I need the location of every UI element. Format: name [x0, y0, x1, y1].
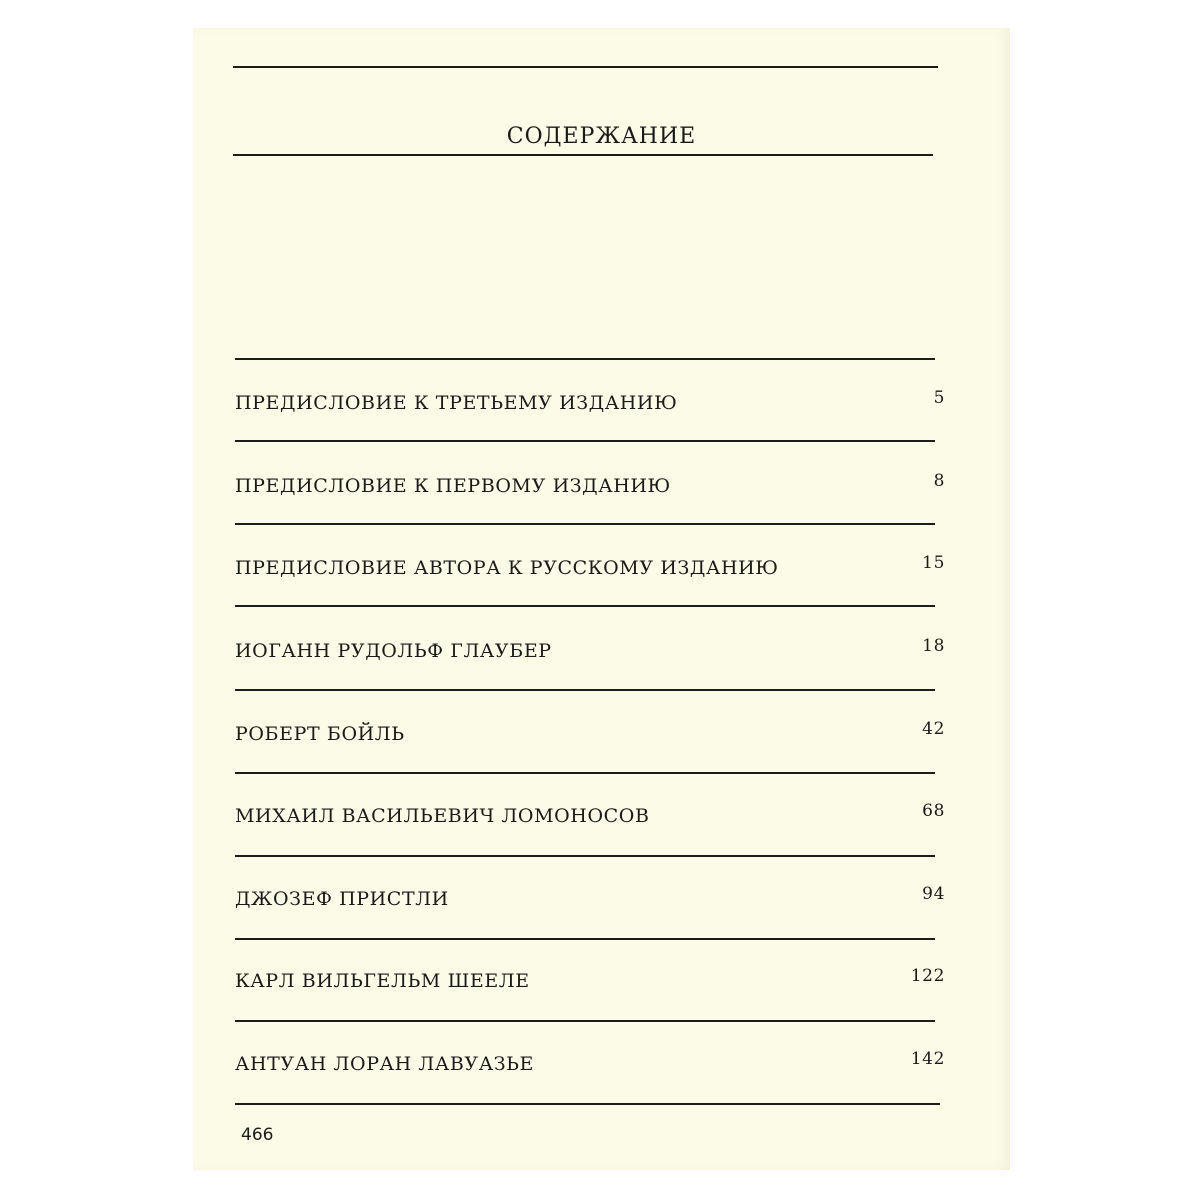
toc-entry-page: 142 [910, 1049, 945, 1069]
toc-entry [235, 719, 945, 753]
toc-entry-page: 5 [933, 388, 945, 408]
toc-entry-page: 18 [922, 636, 945, 656]
toc-entry-page: 122 [910, 966, 945, 986]
entry-divider [235, 1020, 935, 1022]
page-title [193, 124, 1010, 149]
toc-entry-page: 42 [922, 719, 945, 739]
toc-entry [235, 471, 945, 505]
toc-entry-title: АНТУАН ЛОРАН ЛАВУАЗЬЕ [235, 1053, 535, 1075]
entry-divider [235, 523, 935, 525]
toc-entry-title: МИХАИЛ ВАСИЛЬЕВИЧ ЛОМОНОСОВ [235, 805, 650, 827]
entries-top-rule [235, 358, 935, 360]
entry-divider [235, 855, 935, 857]
page-number: 466 [241, 1125, 274, 1145]
entry-divider [235, 689, 935, 691]
toc-entry [235, 636, 945, 670]
toc-entry [235, 801, 945, 835]
entry-divider [235, 772, 935, 774]
title-bottom-rule [233, 154, 933, 156]
toc-entry-title: РОБЕРТ БОЙЛЬ [235, 723, 405, 745]
toc-entry-title: ПРЕДИСЛОВИЕ К ПЕРВОМУ ИЗДАНИЮ [235, 475, 671, 497]
entry-divider [235, 605, 935, 607]
entry-divider [235, 938, 935, 940]
toc-entry [235, 553, 945, 587]
toc-entry-title: КАРЛ ВИЛЬГЕЛЬМ ШЕЕЛЕ [235, 970, 530, 992]
toc-entry-page: 8 [933, 471, 945, 491]
toc-entry [235, 966, 945, 1000]
toc-entry [235, 884, 945, 918]
toc-entry-title: ПРЕДИСЛОВИЕ АВТОРА К РУССКОМУ ИЗДАНИЮ [235, 557, 779, 579]
top-rule [233, 66, 938, 68]
toc-entry-title: ПРЕДИСЛОВИЕ К ТРЕТЬЕМУ ИЗДАНИЮ [235, 392, 678, 414]
toc-entry [235, 388, 945, 422]
toc-entry-page: 15 [922, 553, 945, 573]
page-title-text: СОДЕРЖАНИЕ [506, 124, 697, 149]
toc-entry-page: 68 [922, 801, 945, 821]
toc-entry-title: ИОГАНН РУДОЛЬФ ГЛАУБЕР [235, 640, 552, 662]
toc-entry-page: 94 [922, 884, 945, 904]
entries-bottom-rule [235, 1103, 940, 1105]
toc-entry [235, 1049, 945, 1083]
toc-entry-title: ДЖОЗЕФ ПРИСТЛИ [235, 888, 449, 910]
book-page [193, 28, 1010, 1170]
entry-divider [235, 440, 935, 442]
